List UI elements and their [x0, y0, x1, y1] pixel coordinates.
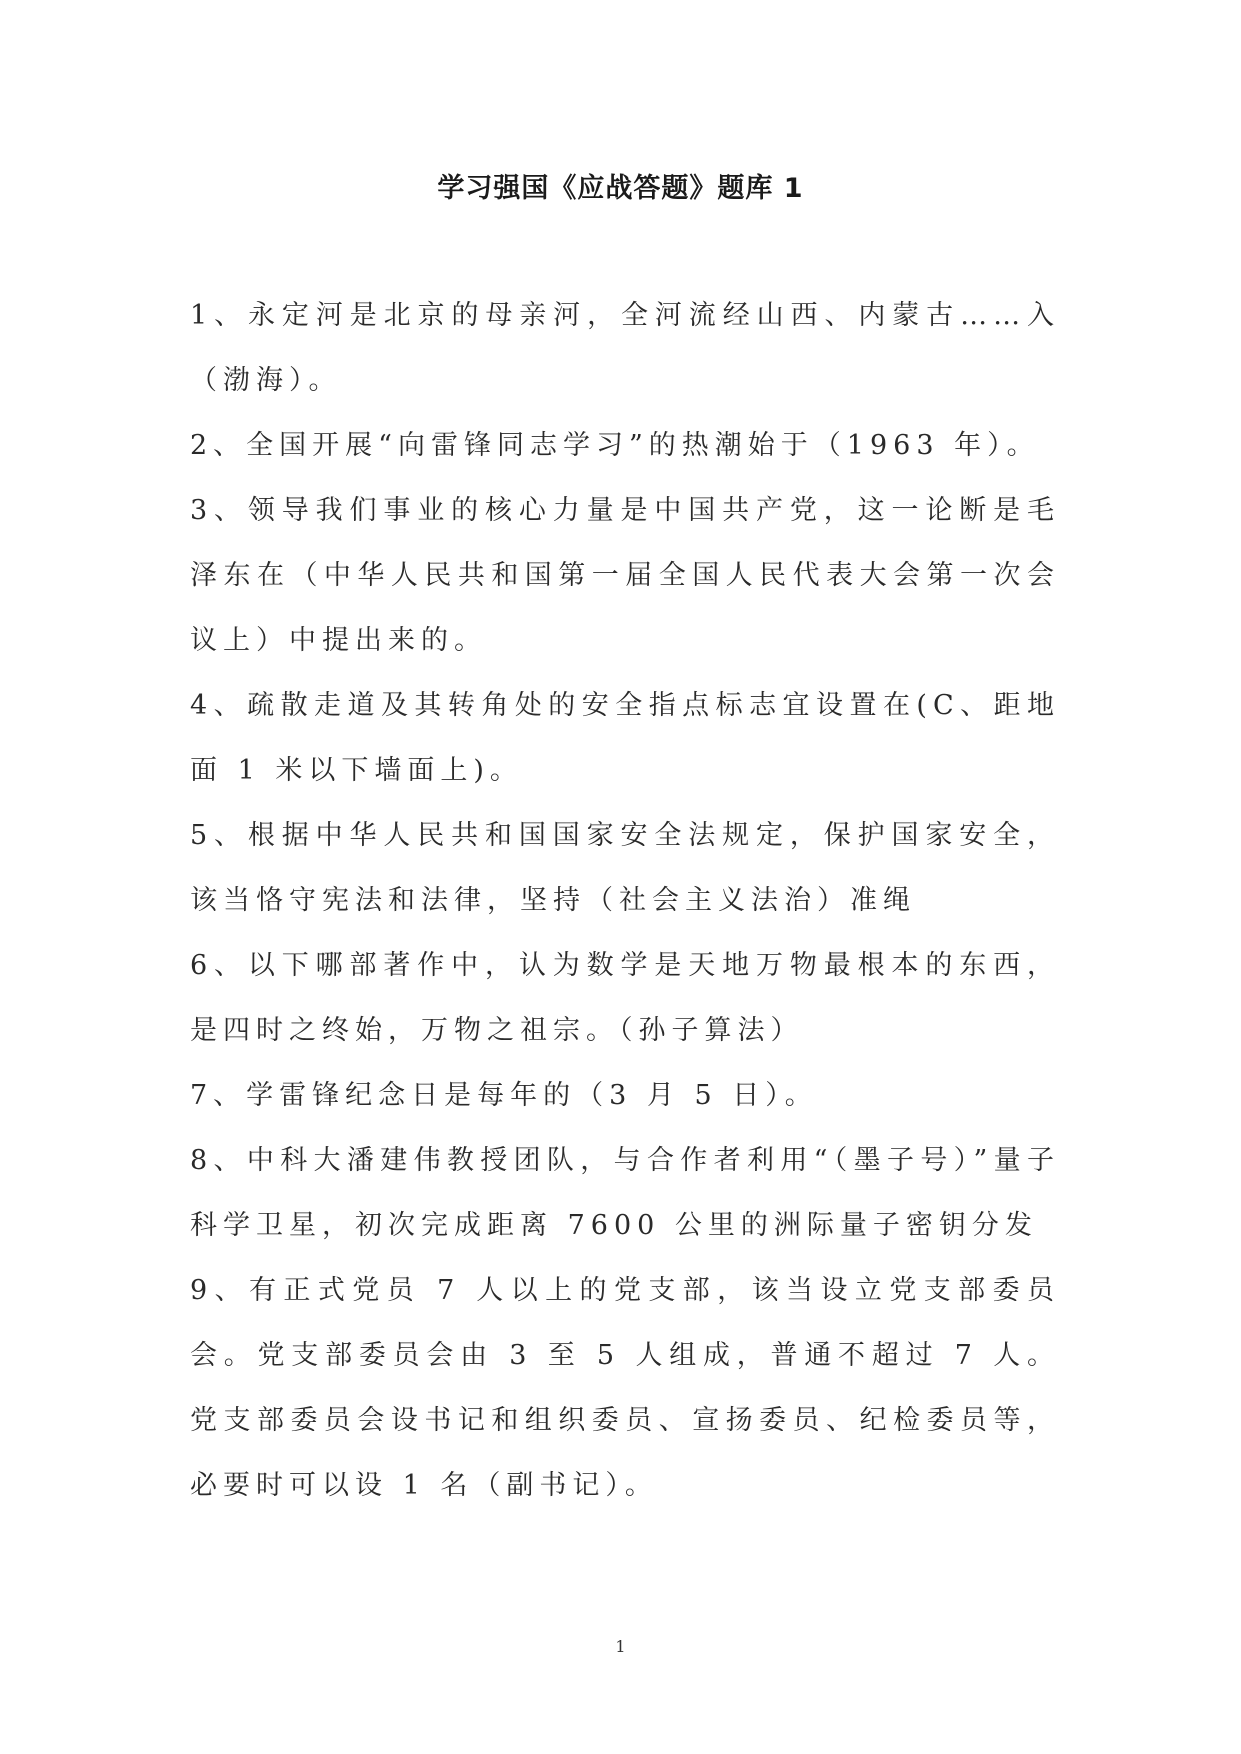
question-item-6: 6、以下哪部著作中，认为数学是天地万物最根本的东西，是四时之终始，万物之祖宗。（孙子算法）: [190, 950, 1060, 1046]
question-item-4: 4、疏散走道及其转角处的安全指点标志宜设置在(C、距地面 1 米以下墙面上)。: [190, 690, 1060, 786]
question-item-7: 7、学雷锋纪念日是每年的（3 月 5 日）。: [190, 1080, 818, 1111]
document-title: 学习强国《应战答题》题库 1: [437, 173, 804, 204]
page-number: 1: [615, 1637, 626, 1656]
question-item-1: 1、永定河是北京的母亲河，全河流经山西、内蒙古……入（渤海）。: [190, 300, 1060, 396]
question-item-3: 3、领导我们事业的核心力量是中国共产党，这一论断是毛泽东在（中华人民共和国第一届全国人民代表大会第一次会议上）中提出来的。: [190, 495, 1060, 656]
question-item-9: 9、有正式党员 7 人以上的党支部，该当设立党支部委员会。党支部委员会由 3 至 5 人组成，普通不超过 7 人。党支部委员会设书记和组织委员、宣扬委员、纪检委员等，必要时可以设 1 名（副书记）。: [190, 1275, 1060, 1501]
question-item-2: 2、全国开展“向雷锋同志学习”的热潮始于（1963 年）。: [190, 430, 1040, 461]
question-list: [190, 283, 1060, 1518]
question-item-5: 5、根据中华人民共和国国家安全法规定，保护国家安全，该当恪守宪法和法律，坚持（社会主义法治）准绳: [190, 820, 1060, 916]
question-item-8: 8、中科大潘建伟教授团队，与合作者利用“（墨子号）”量子科学卫星，初次完成距离 7600 公里的洲际量子密钥分发: [190, 1145, 1060, 1241]
